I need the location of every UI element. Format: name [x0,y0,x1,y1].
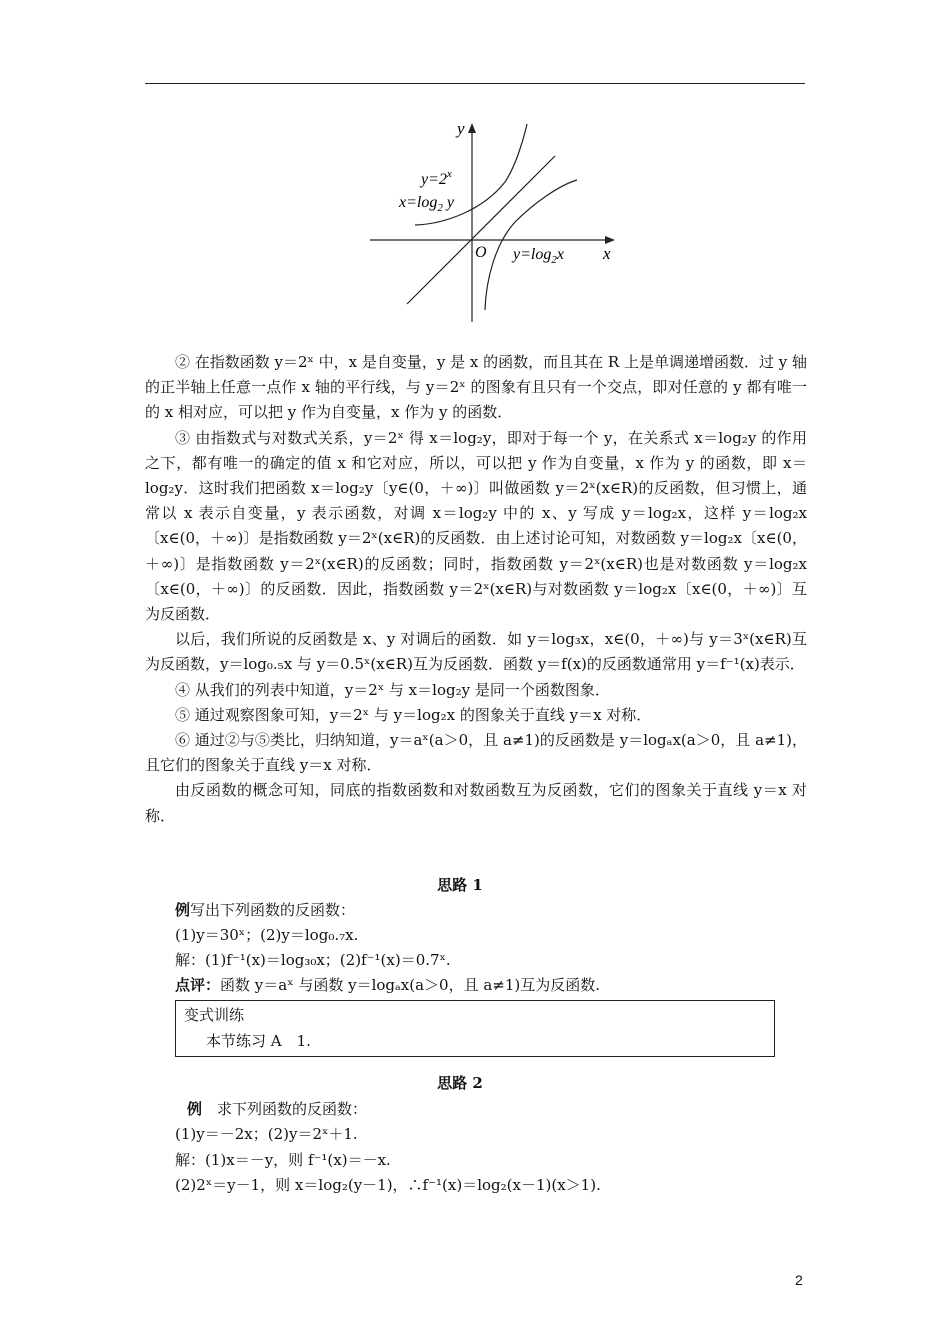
paragraph-5: ⑤ 通过观察图象可知，y＝2ˣ 与 y＝log₂x 的图象关于直线 y＝x 对称． [175,705,652,724]
section-approach-2 [175,1071,775,1199]
example-1-label: 例 [175,901,191,919]
example-2-line-1: (1)y＝－2x；(2)y＝2ˣ＋1. [175,1125,358,1143]
origin-label: O [475,244,487,261]
curve-logarithm [485,180,577,310]
function-graph-figure [365,112,625,327]
box-item: 本节练习 A 1. [206,1032,311,1050]
example-2-solution-2: (2)2ˣ＝y－1，则 x＝log₂(y－1)，∴f⁻¹(x)＝log₂(x－1)(x＞1). [175,1176,601,1194]
example-2-prompt [175,1097,775,1123]
example-1-prompt [175,898,775,923]
example-1-solution: 解：(1)f⁻¹(x)＝log₃₀x；(2)f⁻¹(x)＝0.7ˣ. [175,951,451,969]
example-2-solution-1: 解：(1)x＝－y，则 f⁻¹(x)＝－x. [175,1150,391,1169]
example-1-text: 写出下列函数的反函数： [190,901,356,919]
paragraph-3: ③ 由指数式与对数式关系，y＝2ˣ 得 x＝log₂y，即对于每一个 y，在关系式 x＝log₂y 的作用之下，都有唯一的确定的值 x 和它对应，所以，可以把 y 作为自变量，x 作为 y 的函数，即 x＝log₂y．这时我们把函数 x＝log₂y〔y∈(0，＋∞)〕叫做函数 y＝2ˣ(x∈R)的反函数，但习惯上，通常以 x 表示自变量，y 表示函数，对调 x＝log₂y 中的 x、y 写成 y＝log₂x，这样 y＝log₂x〔x∈(0，＋∞)〕是指数函数 y＝2ˣ(x∈R)的反函数．由上述讨论可知，对数函数 y＝log₂x〔x∈(0，＋∞)〕是指数函数 y＝2ˣ(x∈R)的反函数；同时，指数函数 y＝2ˣ(x∈R)也是对数函数 y＝log₂x〔x∈(0，＋∞)〕的反函数．因此，指数函数 y＝2ˣ(x∈R)与对数函数 y＝log₂x〔x∈(0，＋∞)〕互为反函数． [145,428,807,624]
section-1-heading: 思路 1 [437,876,483,894]
paragraph-4: ④ 从我们的列表中知道，y＝2ˣ 与 x＝log₂y 是同一个函数图象． [175,680,610,699]
page-number: 2 [795,1272,803,1288]
comment-text: 函数 y＝aˣ 与函数 y＝logₐx(a＞0，且 a≠1)互为反函数. [220,976,601,994]
main-body-text [145,350,807,829]
example-2-label: 例 [187,1099,203,1118]
box-title: 变式训练 [184,1006,245,1024]
paragraph-6: ⑥ 通过②与⑤类比，归纳知道，y＝aˣ(a＞0，且 a≠1)的反函数是 y＝logₐx(a＞0，且 a≠1)，且它们的图象关于直线 y＝x 对称． [145,731,807,775]
y-axis-arrow [468,123,476,133]
example-1-line-1: (1)y＝30ˣ；(2)y＝log₀.₇x. [175,926,359,944]
variation-training-box [175,1000,775,1057]
x-axis-arrow [605,236,615,244]
label-inverse-of-y: $x=\log_2$ y [399,194,454,214]
example-2-text: 求下列函数的反函数： [202,1099,368,1118]
paragraph-conclusion: 由反函数的概念可知，同底的指数函数和对数函数互为反函数，它们的图象关于直线 y＝x 对称． [145,781,807,825]
section-2-heading: 思路 2 [437,1074,483,1092]
graph-svg [365,112,625,327]
label-logarithm: $y=\log_2x$ [513,246,564,266]
section-approach-1 [175,873,775,1057]
paragraph-2: ② 在指数函数 y＝2ˣ 中，x 是自变量，y 是 x 的函数，而且其在 R 上是单调递增函数．过 y 轴的正半轴上任意一点作 x 轴的平行线，与 y＝2ˣ 的图象有且只有一个交点，即对任意的 y 都有唯一的 x 相对应，可以把 y 作为自变量，x 作为 y 的函数． [145,353,807,422]
comment-label: 点评： [175,976,221,994]
y-axis-label: y [457,119,465,138]
header-rule [145,83,805,84]
x-axis-label: x [603,244,611,263]
label-exponential: $y=2^x$ [421,168,452,188]
example-1-comment [175,973,775,998]
paragraph-later: 以后，我们所说的反函数是 x、y 对调后的函数．如 y＝log₃x，x∈(0，＋∞)与 y＝3ˣ(x∈R)互为反函数，y＝log₀.₅x 与 y＝0.5ˣ(x∈R)互为反函数．函数 y＝f(x)的反函数通常用 y＝f⁻¹(x)表示． [145,630,807,674]
